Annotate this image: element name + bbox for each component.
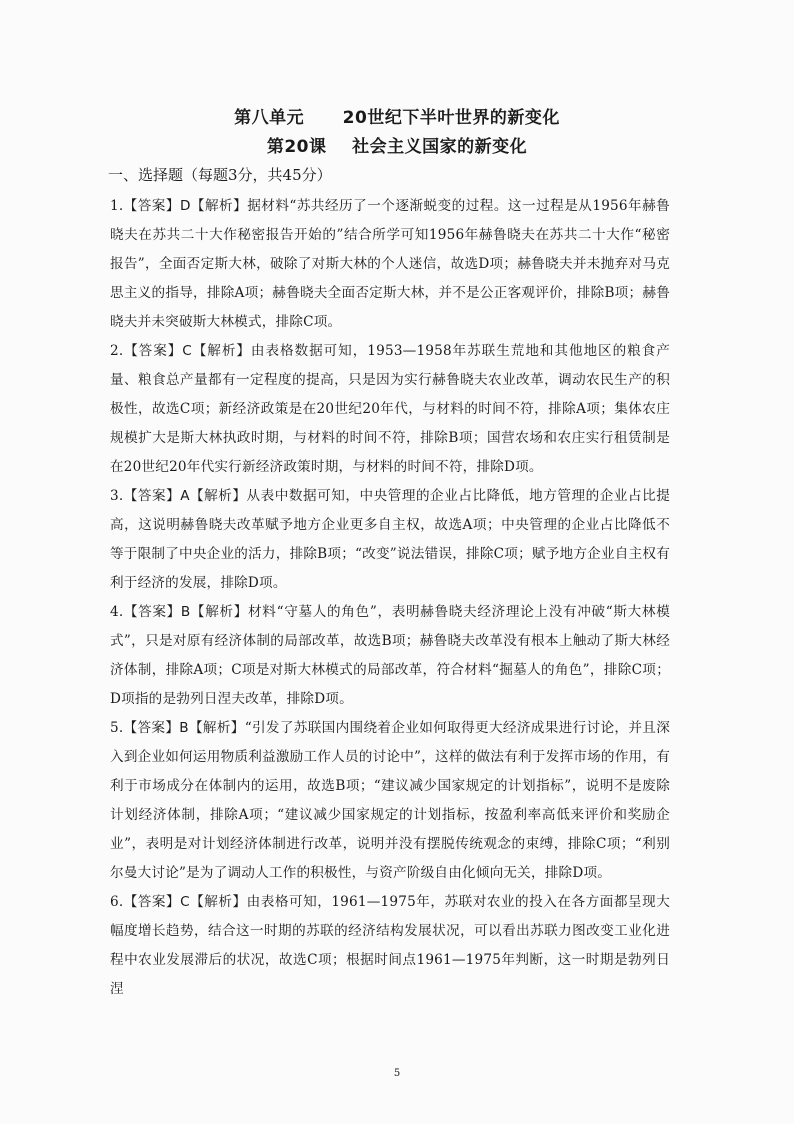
unit-title: 第八单元 20世纪下半叶世界的新变化 [234, 108, 560, 128]
answer-lead: 【答案】A【解析】 [123, 488, 247, 504]
answer-number: 2. [110, 343, 124, 359]
answer-text: 材料“守墓人的角色”，表明赫鲁晓夫经济理论上没有冲破“斯大林模式”，只是对原有经济体制的局部改革，故选B项；赫鲁晓夫改革没有根本上触动了斯大林经济体制，排除A项；C项是对斯大林模式的局部改革，符合材料“掘墓人的角色”，排除C项；D项指的是勃列日涅夫改革，排除D项。 [110, 604, 670, 707]
answer-number: 5. [110, 720, 124, 736]
answer-text: “引发了苏联国内围绕着企业如何取得更大经济成果进行讨论，并且深入到企业如何运用物质利益激励工作人员的讨论中”，这样的做法有利于发挥市场的作用，有利于市场成分在体制内的运用，故选B项；“建议减少国家规定的计划指标”，说明不是废除计划经济体制，排除A项；“建议减少国家规定的计划指标，按盈利率高低来评价和奖励企业”，表明是对计划经济体制进行改革，说明并没有摆脱传统观念的束缚，排除C项；“利别尔曼大讨论”是为了调动人工作的积极性，与资产阶级自由化倾向无关，排除D项。 [110, 720, 670, 881]
answer-text: 由表格数据可知，1953—1958年苏联生荒地和其他地区的粮食产量、粮食总产量都有一定程度的提高，只是因为实行赫鲁晓夫农业改革，调动农民生产的积极性，故选C项；新经济政策是在20世纪20年代，与材料的时间不符，排除A项；集体农庄规模扩大是斯大林执政时期，与材料的时间不符，排除B项；国营农场和农庄实行租赁制是在20世纪20年代实行新经济政策时期，与材料的时间不符，排除D项。 [110, 343, 670, 475]
section-heading: 一、选择题（每题3分，共45分） [108, 166, 332, 184]
answer-text: 从表中数据可知，中央管理的企业占比降低，地方管理的企业占比提高，这说明赫鲁晓夫改革赋予地方企业更多自主权，故选A项；中央管理的企业占比降低不等于限制了中央企业的活力，排除B项；“改变”说法错误，排除C项；赋予地方企业自主权有利于经济的发展，排除D项。 [110, 488, 670, 591]
answer-text: 由表格可知，1961—1975年，苏联对农业的投入在各方面都呈现大幅度增长趋势，结合这一时期的苏联的经济结构发展状况，可以看出苏联力图改变工业化进程中农业发展滞后的状况，故选C项；根据时间点1961—1975年判断，这一时期是勃列日涅 [110, 894, 670, 997]
page-number: 5 [393, 1068, 401, 1079]
answer-list [110, 192, 670, 1004]
answer-number: 1. [110, 198, 124, 214]
answer-item-1 [110, 192, 670, 337]
answer-text: 据材料“苏共经历了一个逐渐蜕变的过程。这一过程是从1956年赫鲁晓夫在苏共二十大作秘密报告开始的”结合所学可知1956年赫鲁晓夫在苏共二十大作“秘密报告”，全面否定斯大林，破除了对斯大林的个人迷信，故选D项；赫鲁晓夫并未抛弃对马克思主义的指导，排除A项；赫鲁晓夫全面否定斯大林，并不是公正客观评价，排除B项；赫鲁晓夫并未突破斯大林模式，排除C项。 [110, 198, 670, 330]
lesson-title: 第20课 社会主义国家的新变化 [266, 137, 528, 157]
answer-number: 4. [110, 604, 124, 620]
answer-item-5 [110, 714, 670, 888]
answer-number: 6. [110, 894, 124, 910]
answer-lead: 【答案】C【解析】 [123, 343, 251, 359]
answer-item-3 [110, 482, 670, 598]
answer-item-4 [110, 598, 670, 714]
answer-item-2 [110, 337, 670, 482]
answer-lead: 【答案】C【解析】 [123, 894, 247, 910]
answer-lead: 【答案】B【解析】 [123, 720, 245, 736]
answer-lead: 【答案】B【解析】 [123, 604, 249, 620]
answer-item-6 [110, 888, 670, 1004]
answer-number: 3. [110, 488, 124, 504]
answer-lead: 【答案】D【解析】 [123, 198, 248, 214]
